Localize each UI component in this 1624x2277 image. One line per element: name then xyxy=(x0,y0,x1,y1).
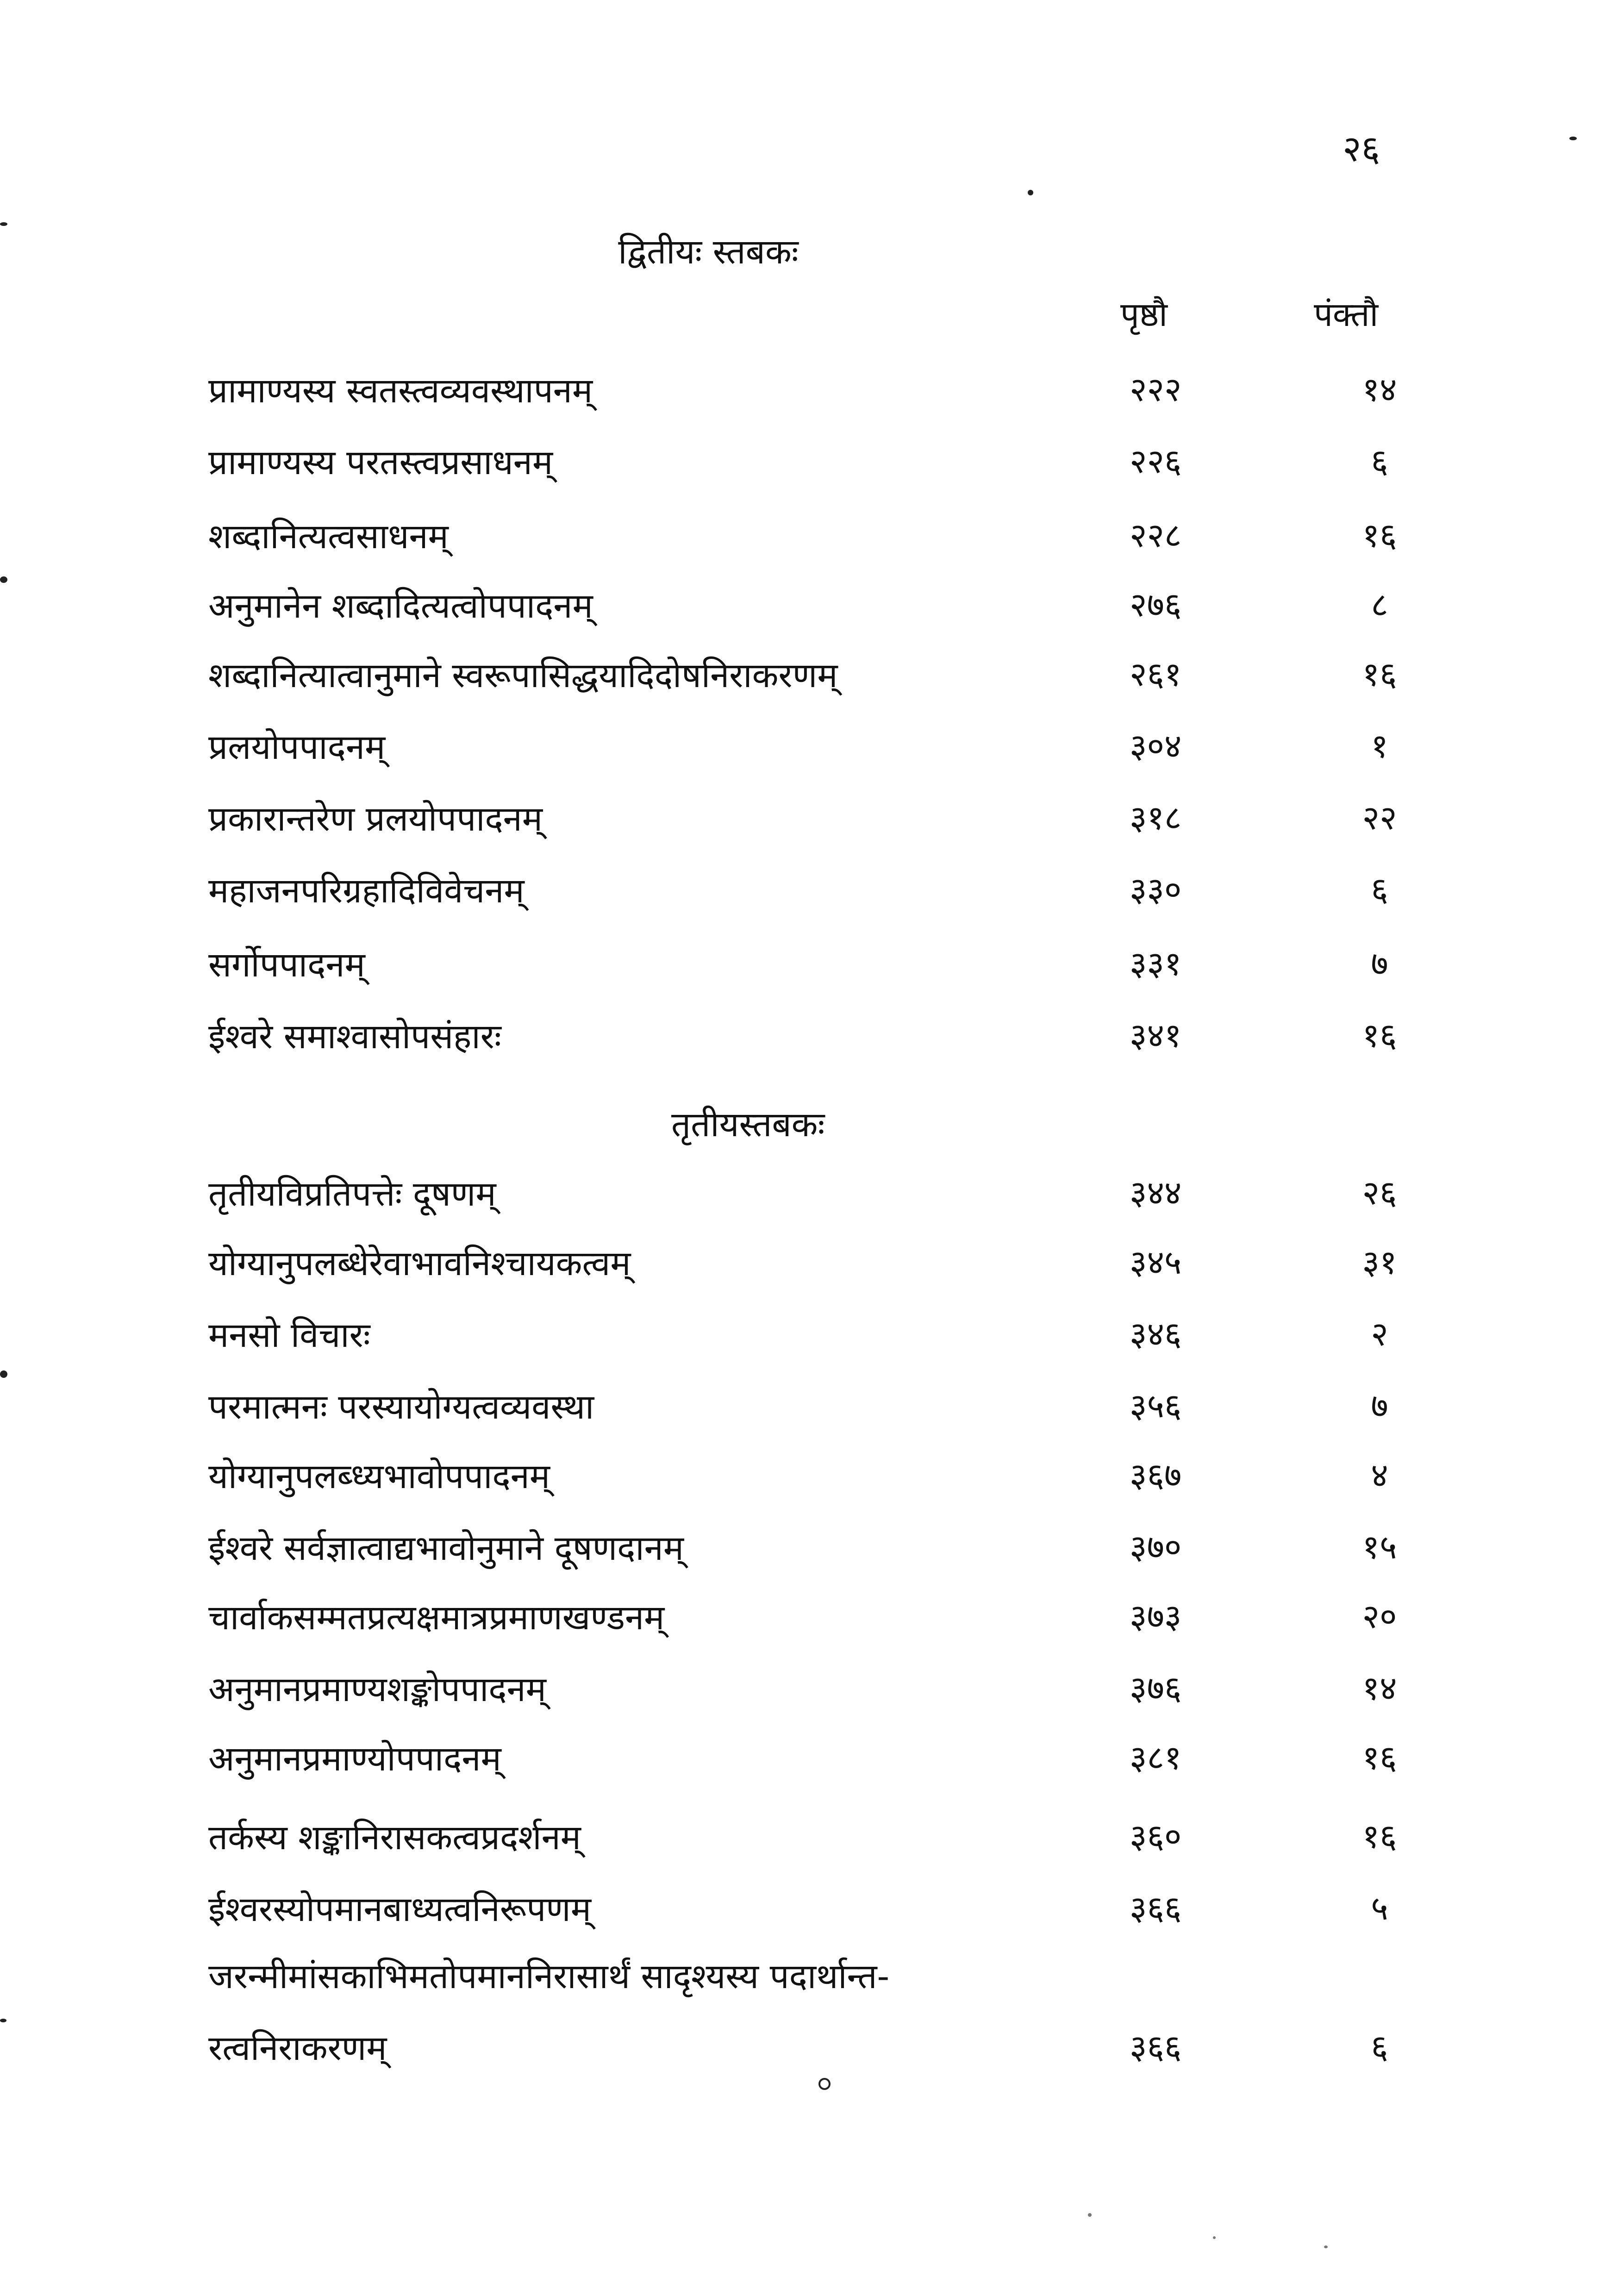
toc-entry-page: २२८ xyxy=(1130,516,1182,555)
toc-entry-line: ८ xyxy=(1371,585,1388,624)
toc-entry-title: योग्यानुपलब्ध्यभावोपपादनम् xyxy=(208,1457,550,1496)
toc-entry-line: १४ xyxy=(1362,370,1397,409)
toc-entry-title: अनुमानप्रमाण्यशङ्कोपपादनम् xyxy=(208,1670,546,1709)
scan-speck xyxy=(1088,2213,1092,2217)
toc-entry-line: १६ xyxy=(1362,1817,1397,1856)
toc-row xyxy=(0,1664,1624,1720)
toc-entry-line: २ xyxy=(1371,1314,1388,1353)
scan-speck xyxy=(0,222,7,226)
toc-entry-title: महाजनपरिग्रहादिविवेचनम् xyxy=(208,871,525,911)
toc-entry-line: १६ xyxy=(1362,655,1397,694)
toc-entry-title: योग्यानुपलब्धेरेवाभावनिश्चायकत्वम् xyxy=(208,1244,631,1283)
toc-row xyxy=(0,940,1624,995)
toc-row xyxy=(0,512,1624,567)
toc-entry-page: २२२ xyxy=(1130,370,1182,409)
toc-entry-title: शब्दानित्यत्वसाधनम् xyxy=(208,517,449,557)
toc-entry-line: २६ xyxy=(1362,1173,1397,1212)
toc-entry-title: प्रामाण्यस्य स्वतस्त्वव्यवस्थापनम् xyxy=(208,371,593,411)
scan-speck xyxy=(1569,137,1577,140)
section-heading: तृतीयस्तबकः xyxy=(671,1105,825,1145)
toc-entry-line: १६ xyxy=(1362,1738,1397,1777)
page-number: २६ xyxy=(1343,128,1380,170)
toc-entry-line: ७ xyxy=(1371,1386,1388,1425)
toc-entry-title: अनुमानेन शब्दादित्यत्वोपपादनम् xyxy=(208,586,593,626)
toc-entry-title: रत्वनिराकरणम् xyxy=(208,2028,387,2068)
toc-row xyxy=(0,1310,1624,1366)
scan-speck xyxy=(1213,2236,1216,2239)
toc-entry-title: तर्कस्य शङ्कानिरासकत्वप्रदर्शनम् xyxy=(208,1818,581,1858)
toc-entry-page: ३६६ xyxy=(1130,2027,1182,2066)
toc-entry-title-continued: जरन्मीमांसकाभिमतोपमाननिरासार्थं सादृश्यस्य पदार्थान्त- xyxy=(208,1957,890,1996)
toc-entry-page: ३६७ xyxy=(1130,1456,1182,1495)
toc-row xyxy=(0,2023,1624,2079)
toc-row xyxy=(0,1884,1624,1940)
toc-entry-page: ३५६ xyxy=(1130,1386,1182,1425)
toc-entry-line: १५ xyxy=(1362,1527,1397,1566)
toc-entry-page: ३४१ xyxy=(1130,1016,1182,1055)
toc-entry-title: ईश्वरे सर्वज्ञात्वाद्यभावोनुमाने दूषणदानम् xyxy=(208,1528,684,1568)
toc-entry-page: ३७६ xyxy=(1130,1669,1182,1708)
toc-entry-line: १ xyxy=(1371,726,1388,765)
toc-entry-page: २६१ xyxy=(1130,655,1182,694)
toc-row xyxy=(0,1382,1624,1438)
scan-speck xyxy=(1028,190,1033,195)
toc-entry-line: ६ xyxy=(1371,442,1388,481)
toc-row xyxy=(0,1734,1624,1789)
toc-row xyxy=(0,438,1624,493)
toc-entry-line: १६ xyxy=(1362,1016,1397,1055)
toc-entry-page: ३३१ xyxy=(1130,944,1182,983)
toc-entry-title: प्रलयोपपादनम् xyxy=(208,727,386,767)
toc-row xyxy=(0,1813,1624,1868)
toc-row xyxy=(0,1523,1624,1579)
toc-entry-page: ३७० xyxy=(1130,1527,1182,1566)
toc-entry-page: ३७३ xyxy=(1130,1597,1182,1636)
toc-entry-title: प्रकारान्तरेण प्रलयोपपादनम् xyxy=(208,799,543,839)
toc-entry-title: सर्गोपपादनम् xyxy=(208,945,365,985)
toc-entry-title: मनसो विचारः xyxy=(208,1315,370,1355)
toc-row xyxy=(0,366,1624,421)
section-heading: द्वितीयः स्तबकः xyxy=(618,232,799,272)
toc-entry-line: ४ xyxy=(1371,1456,1388,1495)
scan-speck xyxy=(1324,2246,1328,2248)
toc-entry-title: ईश्वरे समाश्वासोपसंहारः xyxy=(208,1017,501,1057)
toc-entry-line: ७ xyxy=(1371,944,1388,983)
toc-row xyxy=(0,1451,1624,1507)
toc-entry-line: ६ xyxy=(1371,2027,1388,2066)
column-header-line: पंक्तौ xyxy=(1314,295,1379,334)
toc-entry-title: चार्वाकसम्मतप्रत्यक्षमात्रप्रमाणखण्डनम् xyxy=(208,1598,665,1638)
toc-row xyxy=(0,794,1624,850)
toc-entry-title: तृतीयविप्रतिपत्तेः दूषणम् xyxy=(208,1174,496,1214)
toc-entry-page: ३६० xyxy=(1130,1817,1182,1856)
scan-speck xyxy=(818,2078,831,2090)
column-header-page: पृष्ठौ xyxy=(1120,295,1168,334)
toc-entry-page: ३३० xyxy=(1130,870,1182,909)
toc-entry-line: २० xyxy=(1362,1597,1397,1636)
toc-row xyxy=(0,1239,1624,1294)
toc-entry-page: २७६ xyxy=(1130,585,1182,624)
toc-entry-page: ३४५ xyxy=(1130,1243,1182,1282)
toc-entry-line: १६ xyxy=(1362,516,1397,555)
scan-speck xyxy=(0,1370,7,1378)
toc-entry-page: २२६ xyxy=(1130,442,1182,481)
toc-entry-line: ५ xyxy=(1371,1889,1388,1927)
scan-speck xyxy=(0,576,7,583)
toc-entry-line: ६ xyxy=(1371,870,1388,909)
toc-entry-line: १४ xyxy=(1362,1669,1397,1708)
toc-entry-line: २२ xyxy=(1362,798,1397,837)
scan-speck xyxy=(0,2019,6,2022)
toc-row xyxy=(0,722,1624,778)
toc-entry-line: ३१ xyxy=(1362,1243,1397,1282)
toc-row xyxy=(0,1593,1624,1648)
toc-entry-title: प्रामाण्यस्य परतस्त्वप्रसाधनम् xyxy=(208,443,553,482)
toc-entry-page: ३६६ xyxy=(1130,1889,1182,1927)
toc-entry-title: परमात्मनः परस्यायोग्यत्वव्यवस्था xyxy=(208,1387,594,1427)
toc-row xyxy=(0,651,1624,706)
toc-row xyxy=(0,581,1624,637)
toc-entry-page: ३०४ xyxy=(1130,726,1182,765)
toc-entry-title: शब्दानित्यात्वानुमाने स्वरूपासिद्धयादिदोषनिराकरणम् xyxy=(208,656,838,695)
toc-row xyxy=(0,866,1624,921)
toc-entry-page: ३४४ xyxy=(1130,1173,1182,1212)
toc-row xyxy=(0,1012,1624,1067)
toc-row xyxy=(0,1169,1624,1225)
toc-entry-page: ३४६ xyxy=(1130,1314,1182,1353)
toc-entry-page: ३८१ xyxy=(1130,1738,1182,1777)
toc-entry-title: अनुमानप्रमाण्योपपादनम् xyxy=(208,1739,501,1779)
toc-entry-page: ३१८ xyxy=(1130,798,1182,837)
toc-entry-title: ईश्वरस्योपमानबाध्यत्वनिरूपणम् xyxy=(208,1889,592,1929)
